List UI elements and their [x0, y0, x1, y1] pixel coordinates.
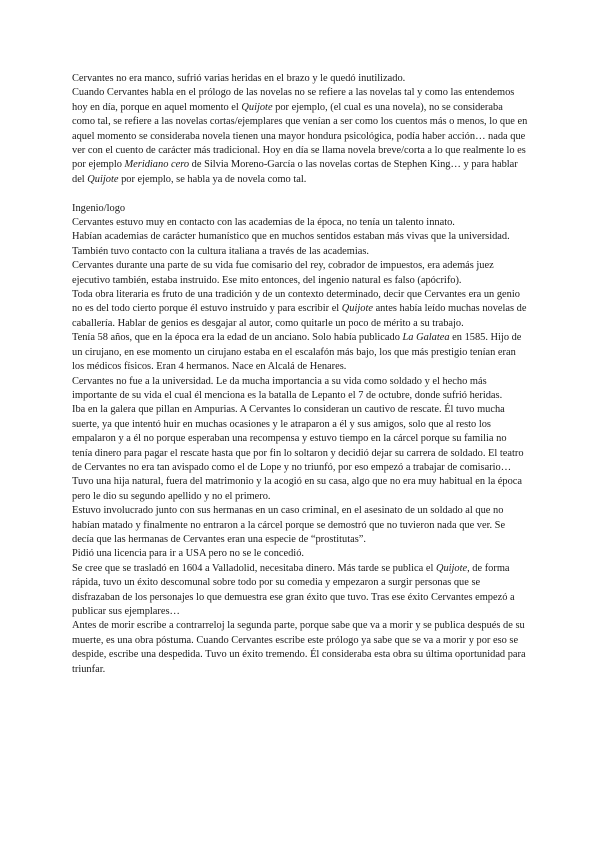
paragraph: [72, 331, 528, 374]
text-run: Habían academias de carácter humanístico que en muchos sentidos estaban más vivas que la universidad.: [72, 231, 510, 243]
section-gap: [72, 187, 528, 201]
italic-title: Quijote: [87, 173, 119, 185]
paragraph: [72, 245, 528, 259]
italic-title: Quijote: [241, 101, 273, 113]
section-heading: Ingenio/logo: [72, 202, 126, 214]
text-run: Toda obra literaria es fruto de una tradición y de un contexto determinado, decir que Cervantes era un genio no es del todo cierto porque él estuvo instruido y para escribir el: [72, 289, 520, 315]
italic-title: Quijote: [341, 303, 373, 315]
text-run: Tenía 58 años, que en la época era la edad de un anciano. Solo había publicado: [72, 332, 403, 344]
paragraph: [72, 288, 528, 331]
paragraph: [72, 562, 528, 620]
text-run: de Silvia Moreno-García o las novelas cortas de Stephen King… y para hablar del: [72, 159, 518, 185]
italic-title: Quijote: [435, 562, 468, 574]
text-run: antes había leído muchas novelas de caballería. Hablar de genios es desgajar al autor, como quitarle un poco de mérito a su trabajo.: [72, 303, 527, 329]
text-run: Estuvo involucrado junto con sus hermanas en un caso criminal, en el asesinato de un soldado al que no habían matado y finalmente no entraron a la cárcel porque se demostró que no tuvieron nada que ver. Se decía que las hermanas de Cervantes eran una especie de “prostitutas”.: [72, 505, 506, 545]
text-run: por ejemplo, (el cual es una novela), no se consideraba como tal, se refiere a las novelas cortas/ejemplares que venían a ser como los cuentos más o menos, lo que en aquel momento se consideraba novela tienen una mayor hondura psicológica, podía haber acción… nada que ver con el cuento de carácter más tradicional. Hoy en día se llama novela breve/corta a lo que realmente lo es por ejemplo: [72, 101, 528, 171]
italic-title: La Galatea: [402, 332, 450, 344]
intro-section: [72, 72, 528, 187]
paragraph: [72, 72, 528, 86]
text-run: Cervantes durante una parte de su vida fue comisario del rey, cobrador de impuestos, era además juez ejecutivo también, estaba instruido. Ese mito entonces, del ingenio natural es falso (apócrifo).: [72, 260, 494, 286]
paragraph: [72, 547, 528, 561]
paragraph: [72, 619, 528, 677]
text-run: Pidió una licencia para ir a USA pero no se le concedió.: [72, 548, 304, 560]
ingenio-section: [72, 216, 528, 677]
text-run: Cervantes estuvo muy en contacto con las academias de la época, no tenía un talento innato.: [72, 217, 455, 229]
paragraph: [72, 216, 528, 230]
text-run: , de forma rápida, tuvo un éxito descomunal sobre todo por su comedia y empezaron a surgir personas que se disfrazaban de los personajes lo que demuestra ese gran éxito que tuvo. Tras ese éxito Cervantes empezó a publicar sus ejemplares…: [72, 562, 515, 618]
paragraph: [72, 375, 528, 404]
paragraph: [72, 403, 528, 475]
paragraph: [72, 86, 528, 187]
text-run: Tuvo una hija natural, fuera del matrimonio y la acogió en su casa, algo que no era muy habitual en la época pero le dio su segundo apellido y no el primero.: [72, 476, 523, 502]
text-run: Cuando Cervantes habla en el prólogo de las novelas no se refiere a las novelas tal y como las entendemos hoy en día, porque en aquel momento el: [72, 87, 515, 113]
text-run: Cervantes no fue a la universidad. Le da mucha importancia a su vida como soldado y el hecho más importante de su vida el cual él menciona es la batalla de Lepanto el 7 de octubre, donde sufrió heridas.: [72, 375, 503, 401]
text-run: Antes de morir escribe a contrarreloj la segunda parte, porque sabe que va a morir y se publica después de su muerte, es una obra póstuma. Cuando Cervantes escribe este prólogo ya sabe que se va a morir y por eso se despide, escribe una despedida. Tuvo un éxito tremendo. Él consideraba esta obra su última oportunidad para triunfar.: [72, 620, 526, 675]
text-run: Cervantes no era manco, sufrió varias heridas en el brazo y le quedó inutilizado.: [72, 73, 406, 84]
text-run: en 1585. Hijo de un cirujano, en ese momento un cirujano estaba en el escalafón más bajo, los que más prestigio tenían eran los médicos físicos. Eran 4 hermanos. Nace en Alcalá de Henares.: [72, 332, 522, 373]
paragraph: [72, 504, 528, 547]
paragraph: [72, 230, 528, 244]
italic-title: Meridiano cero: [124, 159, 190, 171]
text-run: También tuvo contacto con la cultura italiana a través de las academias.: [72, 245, 370, 257]
paragraph: [72, 259, 528, 288]
text-run: Se cree que se trasladó en 1604 a Valladolid, necesitaba dinero. Más tarde se publica el: [72, 562, 436, 574]
text-run: Iba en la galera que pillan en Ampurias. A Cervantes lo consideran un cautivo de rescate. Él tuvo mucha suerte, ya que intentó huir en muchas ocasiones y le atraparon a él y sus amigos, solo que al resto los empalaron y a él no porque esperaban una recompensa y estuvo tiempo en la cárcel porque su familia no tenía dinero para pagar el rescate hasta que por fin lo soltaron y decidió dejar su carrera de soldado. El teatro de Cervantes no era tan avispado como el de Lope y no triunfó, por eso empezó a trabajar de comisario…: [72, 404, 524, 473]
paragraph: [72, 475, 528, 504]
text-run: por ejemplo, se habla ya de novela como tal.: [118, 173, 307, 185]
